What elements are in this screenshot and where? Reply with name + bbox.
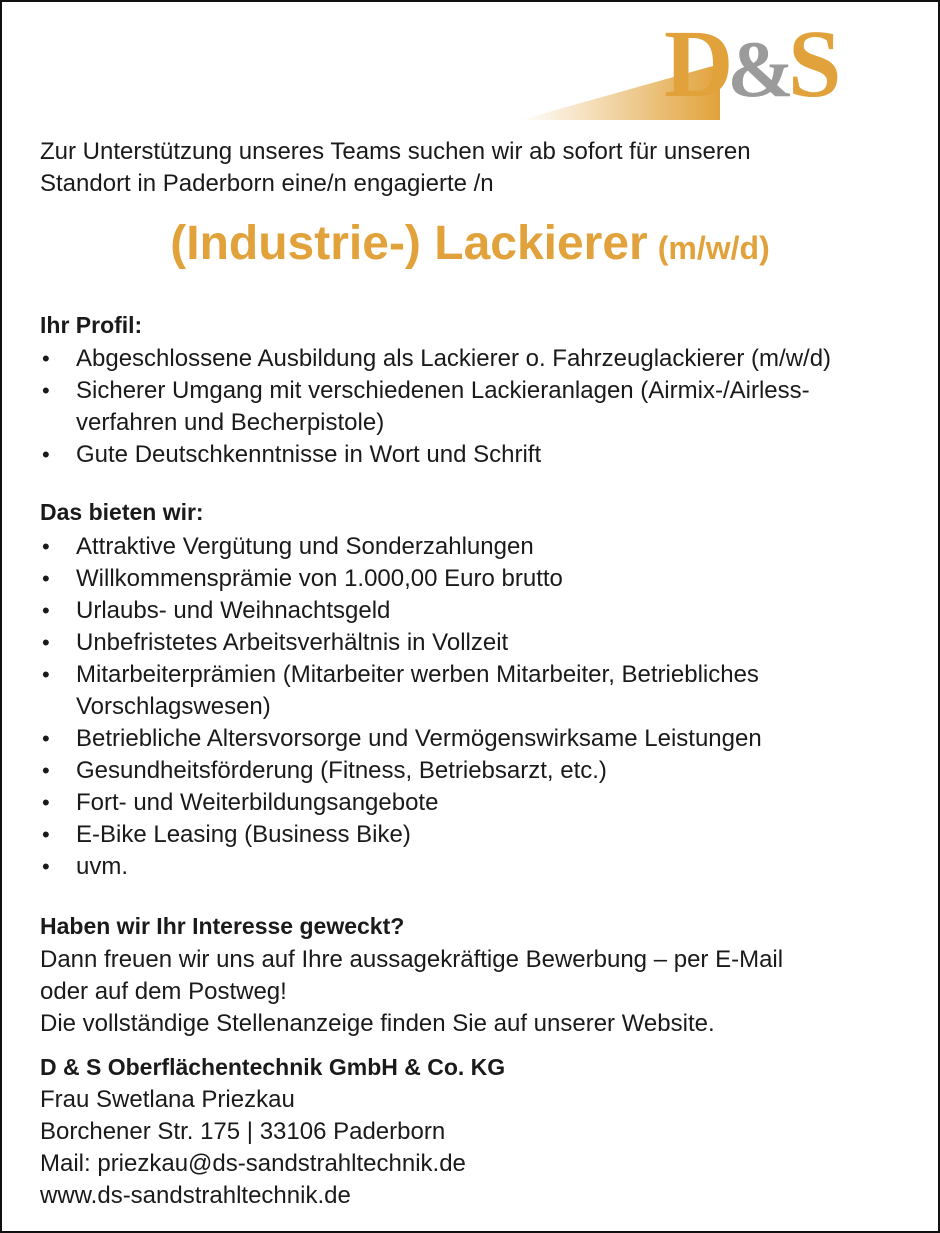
- list-item-text: uvm.: [76, 853, 129, 880]
- bullet-glyph: •: [42, 854, 50, 879]
- company-name: D & S Oberflächentechnik GmbH & Co. KG: [40, 1054, 506, 1080]
- list-item-text: Fort- und Weiterbildungsangebote: [76, 789, 439, 816]
- list-item-text: Willkommensprämie von 1.000,00 Euro brutto: [76, 565, 563, 592]
- list-item-text: Abgeschlossene Ausbildung als Lackierer o. Fahrzeuglackierer (m/w/d): [76, 345, 832, 372]
- list-item-text: verfahren und Becherpistole): [76, 409, 385, 436]
- list-item-text: Sicherer Umgang mit verschiedenen Lackieranlagen (Airmix-/Airless-: [76, 377, 810, 404]
- list-item-text: Betriebliche Altersvorsorge und Vermögenswirksame Leistungen: [76, 725, 762, 752]
- cta-line: Dann freuen wir uns auf Ihre aussagekräftige Bewerbung – per E-Mail: [40, 946, 784, 973]
- bullet-glyph: •: [42, 346, 50, 371]
- list-item-text: Gute Deutschkenntnisse in Wort und Schrift: [76, 441, 542, 468]
- bullet-glyph: •: [42, 442, 50, 467]
- company-logo: [664, 10, 838, 117]
- list-item: [40, 851, 920, 883]
- offer-heading: Das bieten wir:: [40, 499, 204, 525]
- list-item-text: Mitarbeiterprämien (Mitarbeiter werben Mitarbeiter, Betriebliches: [76, 661, 759, 688]
- list-item: [40, 531, 920, 563]
- job-title-main: (Industrie-) Lackierer: [170, 217, 648, 270]
- job-title-suffix: (m/w/d): [657, 230, 770, 266]
- contact-block: [40, 1084, 466, 1212]
- list-item: [40, 787, 920, 819]
- list-item: [40, 375, 920, 439]
- website-link[interactable]: www.ds-sandstrahltechnik.de: [40, 1182, 351, 1209]
- intro-line: Standort in Paderborn eine/n engagierte /n: [40, 170, 494, 197]
- logo-letter-d: D: [664, 10, 730, 117]
- contact-email-link[interactable]: Mail: priezkau@ds-sandstrahltechnik.de: [40, 1150, 466, 1177]
- list-item-text: Unbefristetes Arbeitsverhältnis in Vollzeit: [76, 629, 509, 656]
- bullet-glyph: •: [42, 630, 50, 655]
- list-item: [40, 755, 920, 787]
- bullet-glyph: •: [42, 726, 50, 751]
- bullet-glyph: •: [42, 534, 50, 559]
- intro-line: Zur Unterstützung unseres Teams suchen wir ab sofort für unseren: [40, 138, 751, 165]
- list-item: [40, 439, 920, 471]
- list-item: [40, 563, 920, 595]
- list-item: [40, 819, 920, 851]
- cta-line: Die vollständige Stellenanzeige finden Sie auf unserer Website.: [40, 1010, 715, 1037]
- logo-ampersand: &: [727, 26, 790, 114]
- list-item: [40, 595, 920, 627]
- bullet-glyph: •: [42, 822, 50, 847]
- profile-heading: Ihr Profil:: [40, 312, 143, 338]
- bullet-glyph: •: [42, 758, 50, 783]
- list-item: [40, 627, 920, 659]
- offer-list: [40, 531, 920, 883]
- profile-list: [40, 343, 920, 471]
- cta-text: [40, 944, 900, 1040]
- bullet-glyph: •: [42, 378, 50, 403]
- logo-letter-s: S: [787, 10, 838, 117]
- bullet-glyph: •: [42, 662, 50, 687]
- contact-address: Borchener Str. 175 | 33106 Paderborn: [40, 1118, 446, 1145]
- bullet-glyph: •: [42, 598, 50, 623]
- bullet-glyph: •: [42, 790, 50, 815]
- job-title: [40, 216, 900, 271]
- intro-text: [40, 136, 900, 200]
- list-item: [40, 723, 920, 755]
- cta-line: oder auf dem Postweg!: [40, 978, 287, 1005]
- list-item: [40, 343, 920, 375]
- list-item-text: Vorschlagswesen): [76, 693, 271, 720]
- contact-person: Frau Swetlana Priezkau: [40, 1086, 295, 1113]
- list-item-text: E-Bike Leasing (Business Bike): [76, 821, 411, 848]
- list-item-text: Urlaubs- und Weihnachtsgeld: [76, 597, 391, 624]
- list-item-text: Gesundheitsförderung (Fitness, Betriebsarzt, etc.): [76, 757, 607, 784]
- list-item-text: Attraktive Vergütung und Sonderzahlungen: [76, 533, 534, 560]
- list-item: [40, 659, 920, 723]
- bullet-glyph: •: [42, 566, 50, 591]
- cta-heading: Haben wir Ihr Interesse geweckt?: [40, 913, 405, 939]
